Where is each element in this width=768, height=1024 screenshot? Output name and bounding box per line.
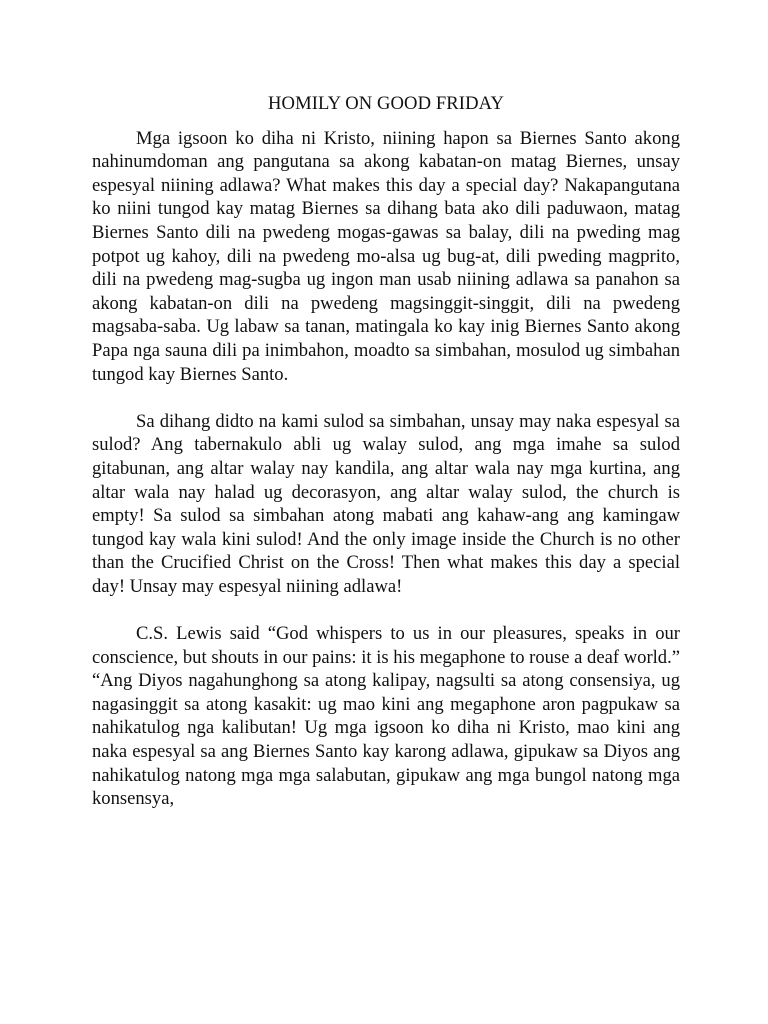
- paragraph-1: Mga igsoon ko diha ni Kristo, niining hapon sa Biernes Santo akong nahinumdoman ang pangutana sa akong kabatan-on matag Biernes, unsay espesyal niining adlawa? What makes this day a special day? Nakapangutana ko niini tungod kay matag Biernes sa dihang bata ako dili paduwaon, matag Biernes Santo dili na pwedeng mogas-gawas sa balay, dili na pweding mag potpot ug kahoy, dili na pwedeng mo-alsa ug bug-at, dili pweding magprito, dili na pwedeng mag-sugba ug ingon man usab niining adlawa sa panahon sa akong kabatan-on dili na pwedeng magsinggit-singgit, dili na pwedeng magsaba-saba. Ug labaw sa tanan, matingala ko kay inig Biernes Santo akong Papa nga sauna dili pa inimbahon, moadto sa simbahan, mosulod ug simbahan tungod kay Biernes Santo.: [92, 127, 680, 385]
- paragraph-2: Sa dihang didto na kami sulod sa simbahan, unsay may naka espesyal sa sulod? Ang tabernakulo abli ug walay sulod, ang mga imahe sa sulod gitabunan, ang altar walay nay kandila, ang altar wala nay mga kurtina, ang altar wala nay halad ug decorasyon, ang altar walay sulod, the church is empty! Sa sulod sa simbahan atong mabati ang kahaw-ang ang kamingaw tungod kay wala kini sulod! And the only image inside the Church is no other than the Crucified Christ on the Cross! Then what makes this day a special day! Unsay may espesyal niining adlawa!: [92, 410, 680, 597]
- document-title: HOMILY ON GOOD FRIDAY: [268, 93, 504, 114]
- document-page: [92, 92, 680, 834]
- paragraph-3: C.S. Lewis said “God whispers to us in our pleasures, speaks in our conscience, but shouts in our pains: it is his megaphone to rouse a deaf world.” “Ang Diyos nagahunghong sa atong kalipay, nagsulti sa atong consensiya, ug nagasinggit sa atong kasakit: ug mao kini ang megaphone aron pagpukaw sa nahikatulog nga kalibutan! Ug mga igsoon ko diha ni Kristo, mao kini ang naka espesyal sa ang Biernes Santo kay karong adlawa, gipukaw sa Diyos ang nahikatulog natong mga mga salabutan, gipukaw ang mga bungol natong mga konsensya,: [92, 623, 680, 810]
